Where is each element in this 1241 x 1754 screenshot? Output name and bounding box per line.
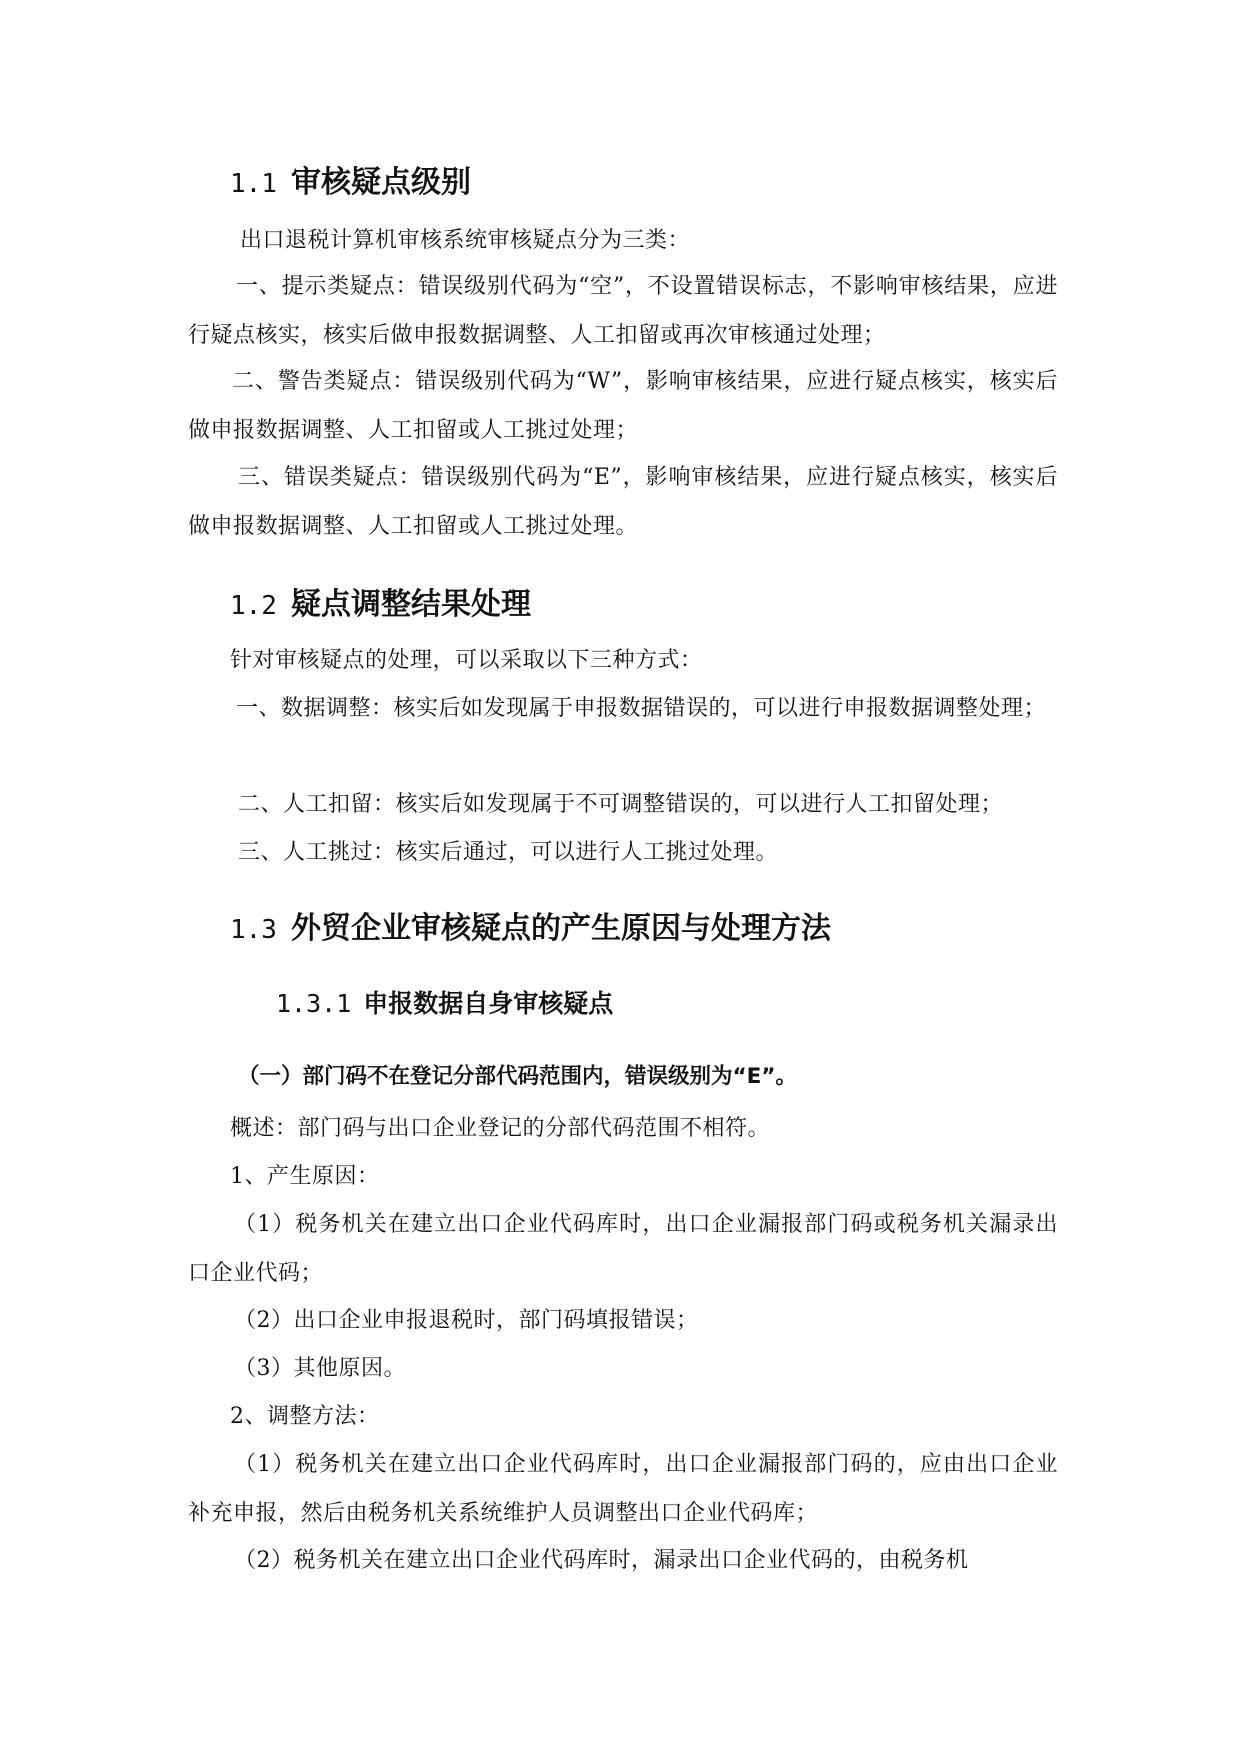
paragraph: 出口退税计算机审核系统审核疑点分为三类： [240, 228, 691, 253]
paragraph: 概述：部门码与出口企业登记的分部代码范围不相符。 [230, 1116, 771, 1141]
paragraph: 1、产生原因： [230, 1164, 380, 1189]
subsection-title: 申报数据自身审核疑点 [363, 989, 614, 1018]
paragraph: （2）出口企业申报退税时，部门码填报错误； [234, 1308, 699, 1333]
paragraph: （1）税务机关在建立出口企业代码库时，出口企业漏报部门码的，应由出口企业补充申报，然后由税务机关系统维护人员调整出口企业代码库； [188, 1452, 1058, 1526]
point-heading: （一）部门码不在登记分部代码范围内，错误级别为“E”。 [238, 1064, 797, 1089]
section-heading-1-1 [230, 163, 471, 204]
paragraph: 一、提示类疑点：错误级别代码为“空”，不设置错误标志，不影响审核结果，应进行疑点核实，核实后做申报数据调整、人工扣留或再次审核通过处理； [188, 274, 1058, 348]
section-heading-1-2 [230, 585, 531, 626]
paragraph: （1）税务机关在建立出口企业代码库时，出口企业漏报部门码或税务机关漏录出口企业代码； [188, 1212, 1058, 1286]
section-title: 审核疑点级别 [290, 165, 471, 200]
section-title: 疑点调整结果处理 [290, 587, 531, 622]
paragraph: 二、警告类疑点：错误级别代码为“W”，影响审核结果，应进行疑点核实，核实后做申报数据调整、人工扣留或人工挑过处理； [188, 369, 1058, 443]
paragraph: （3）其他原因。 [234, 1356, 406, 1381]
section-number: 1.1 [230, 169, 277, 199]
paragraph: （2）税务机关在建立出口企业代码库时，漏录出口企业代码的，由税务机 [234, 1548, 969, 1573]
subsection-number: 1.3.1 [276, 989, 352, 1018]
paragraph: 三、错误类疑点：错误级别代码为“E”，影响审核结果，应进行疑点核实，核实后做申报数据调整、人工扣留或人工挑过处理。 [188, 465, 1058, 539]
section-title: 外贸企业审核疑点的产生原因与处理方法 [290, 911, 831, 946]
section-number: 1.2 [230, 591, 277, 621]
paragraph: 三、人工挑过：核实后通过，可以进行人工挑过处理。 [238, 840, 779, 865]
subsection-heading-1-3-1 [276, 987, 613, 1021]
paragraph: 二、人工扣留：核实后如发现属于不可调整错误的，可以进行人工扣留处理； [238, 792, 1004, 817]
paragraph: 一、数据调整：核实后如发现属于申报数据错误的，可以进行申报数据调整处理； [236, 696, 1047, 721]
section-number: 1.3 [230, 915, 277, 945]
section-heading-1-3 [230, 909, 831, 950]
paragraph: 2、调整方法： [230, 1404, 380, 1429]
paragraph: 针对审核疑点的处理，可以采取以下三种方式： [230, 648, 703, 673]
